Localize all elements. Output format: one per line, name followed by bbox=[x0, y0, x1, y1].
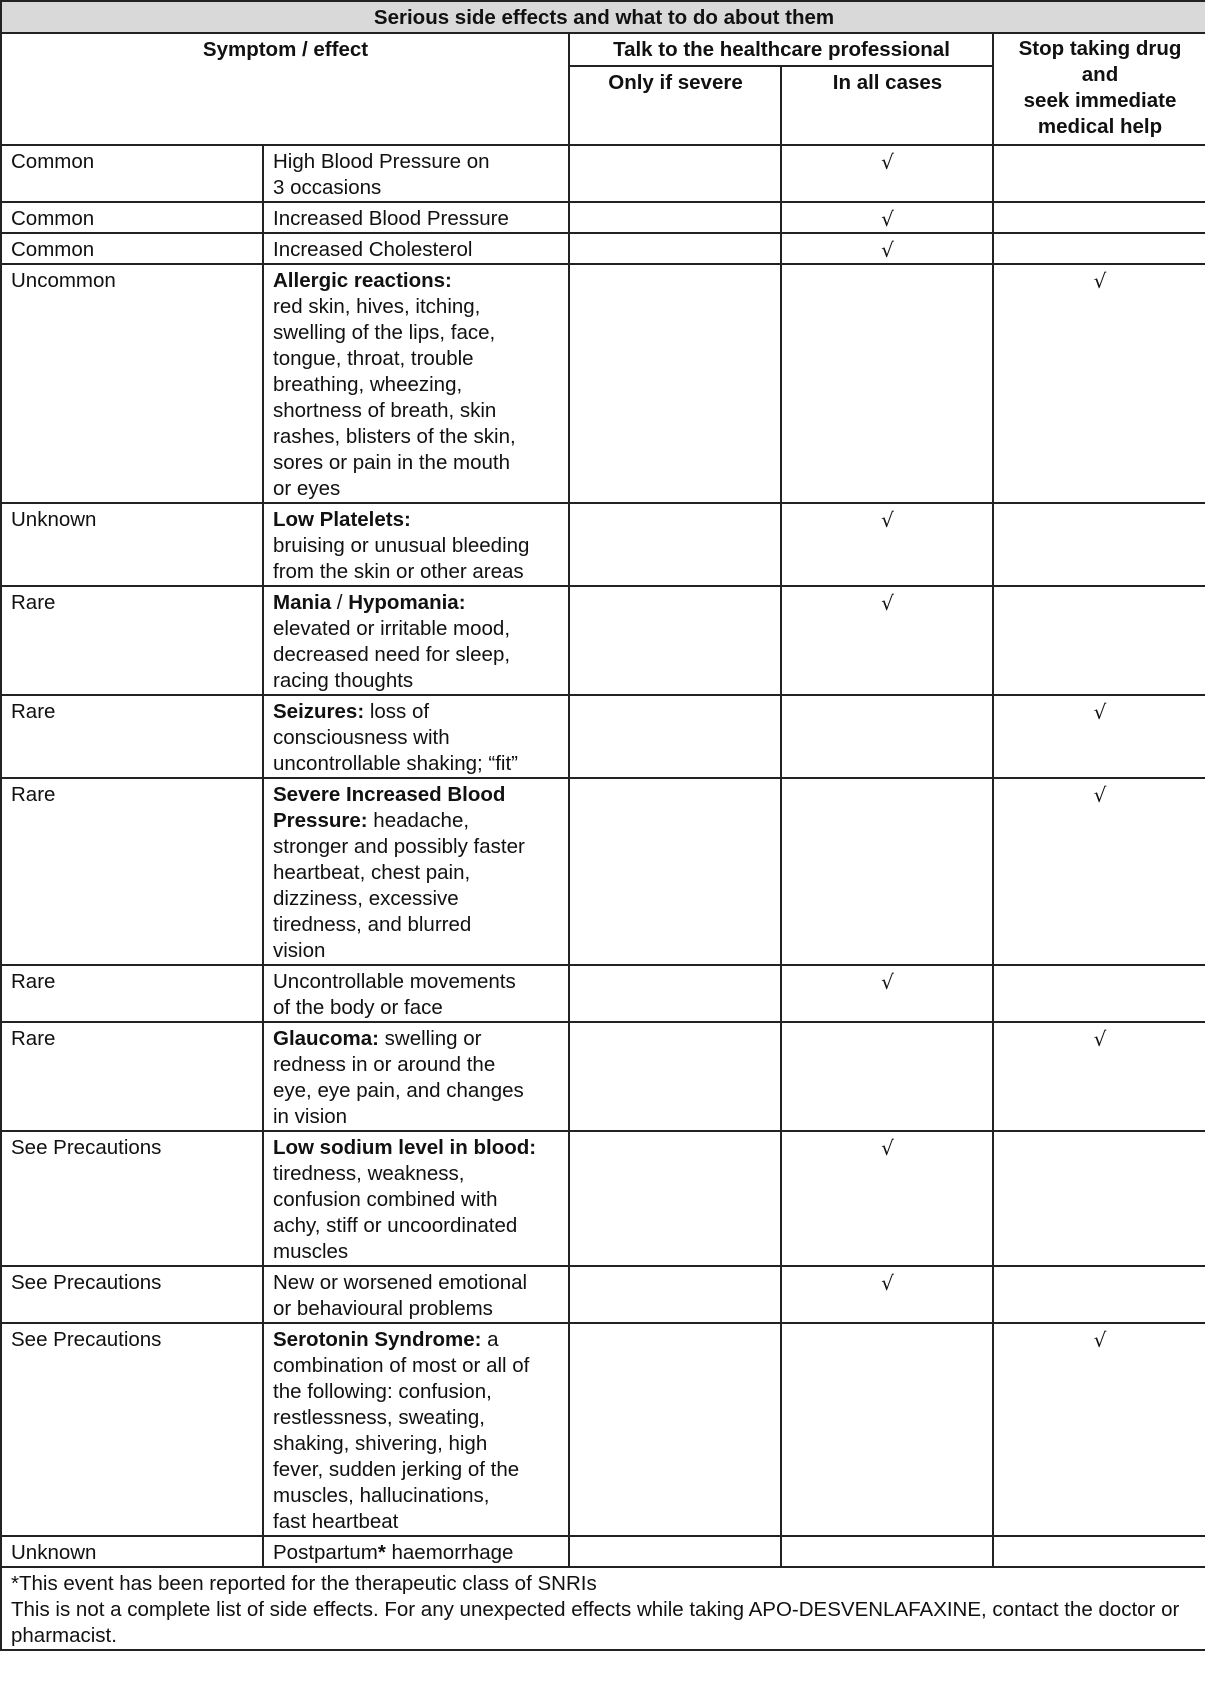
effect-text: or eyes bbox=[273, 477, 341, 500]
table-row bbox=[1, 1131, 1205, 1266]
effect-text: dizziness, excessive bbox=[273, 887, 459, 910]
frequency-cell: Rare bbox=[1, 695, 263, 778]
effect-cell bbox=[263, 1323, 569, 1536]
only-if-severe-cell bbox=[569, 1323, 781, 1536]
effect-title: Severe Increased Blood bbox=[273, 783, 506, 806]
only-if-severe-cell bbox=[569, 1536, 781, 1567]
effect-text: sores or pain in the mouth bbox=[273, 451, 511, 474]
header-in-all-cases: In all cases bbox=[781, 66, 993, 145]
effect-text: a bbox=[481, 1328, 499, 1351]
frequency-cell: Rare bbox=[1, 965, 263, 1022]
effect-text: decreased need for sleep, bbox=[273, 643, 511, 666]
table-row bbox=[1, 1323, 1205, 1536]
table-row bbox=[1, 145, 1205, 202]
check-mark-all-cases: √ bbox=[781, 1131, 993, 1266]
effect-text: bruising or unusual bleeding bbox=[273, 534, 530, 557]
frequency-cell: Unknown bbox=[1, 1536, 263, 1567]
check-mark-all-cases: √ bbox=[781, 586, 993, 695]
check-mark-stop: √ bbox=[993, 264, 1205, 503]
table-row bbox=[1, 695, 1205, 778]
frequency-cell: Common bbox=[1, 145, 263, 202]
frequency-cell: Common bbox=[1, 202, 263, 233]
frequency-cell: Uncommon bbox=[1, 264, 263, 503]
frequency-cell: See Precautions bbox=[1, 1323, 263, 1536]
table-row bbox=[1, 264, 1205, 503]
table-row bbox=[1, 1536, 1205, 1567]
frequency-cell: Unknown bbox=[1, 503, 263, 586]
effect-text: red skin, hives, itching, bbox=[273, 295, 481, 318]
effect-text: fever, sudden jerking of the bbox=[273, 1458, 520, 1481]
stop-cell bbox=[993, 965, 1205, 1022]
effect-title: Low sodium level in blood: bbox=[273, 1136, 537, 1159]
effect-text: Increased Blood Pressure bbox=[273, 207, 509, 230]
stop-cell bbox=[993, 1536, 1205, 1567]
effect-text: loss of bbox=[364, 700, 430, 723]
effect-cell bbox=[263, 264, 569, 503]
effect-cell bbox=[263, 695, 569, 778]
effect-title: Hypomania: bbox=[348, 591, 466, 614]
effect-title: Pressure: bbox=[273, 809, 368, 832]
in-all-cases-cell bbox=[781, 1536, 993, 1567]
effect-cell bbox=[263, 1266, 569, 1323]
footnote-marker: * bbox=[377, 1541, 386, 1564]
effect-cell bbox=[263, 778, 569, 965]
frequency-cell: Rare bbox=[1, 778, 263, 965]
only-if-severe-cell bbox=[569, 586, 781, 695]
table-row bbox=[1, 965, 1205, 1022]
effect-text: racing thoughts bbox=[273, 669, 414, 692]
frequency-cell: Common bbox=[1, 233, 263, 264]
check-mark-all-cases: √ bbox=[781, 503, 993, 586]
effect-text: in vision bbox=[273, 1105, 348, 1128]
effect-text: the following: confusion, bbox=[273, 1380, 492, 1403]
header-only-if-severe: Only if severe bbox=[569, 66, 781, 145]
effect-text: shaking, shivering, high bbox=[273, 1432, 488, 1455]
table-row bbox=[1, 233, 1205, 264]
check-mark-stop: √ bbox=[993, 778, 1205, 965]
stop-cell bbox=[993, 145, 1205, 202]
header-symptom: Symptom / effect bbox=[1, 33, 569, 145]
check-mark-stop: √ bbox=[993, 695, 1205, 778]
footnote-snri: *This event has been reported for the therapeutic class of SNRIs bbox=[11, 1572, 597, 1595]
effect-title: Low Platelets: bbox=[273, 508, 411, 531]
effect-title: Seizures: bbox=[273, 700, 365, 723]
only-if-severe-cell bbox=[569, 695, 781, 778]
check-mark-all-cases: √ bbox=[781, 965, 993, 1022]
stop-cell bbox=[993, 202, 1205, 233]
only-if-severe-cell bbox=[569, 233, 781, 264]
header-stop-line: Stop taking drug bbox=[1018, 37, 1182, 60]
effect-text: Postpartum bbox=[273, 1541, 378, 1564]
effect-text: 3 occasions bbox=[273, 176, 382, 199]
only-if-severe-cell bbox=[569, 264, 781, 503]
only-if-severe-cell bbox=[569, 1131, 781, 1266]
in-all-cases-cell bbox=[781, 1323, 993, 1536]
effect-text: shortness of breath, skin bbox=[273, 399, 497, 422]
effect-cell bbox=[263, 503, 569, 586]
check-mark-stop: √ bbox=[993, 1022, 1205, 1131]
stop-cell bbox=[993, 503, 1205, 586]
effect-cell bbox=[263, 145, 569, 202]
effect-text: achy, stiff or uncoordinated bbox=[273, 1214, 518, 1237]
effect-title: Glaucoma: bbox=[273, 1027, 379, 1050]
header-stop-line: and bbox=[1081, 63, 1119, 86]
footnote-not-complete: This is not a complete list of side effects. For any unexpected effects while taking APO-DESVENLAFAXINE, contact the doctor or pharmacist. bbox=[11, 1598, 1180, 1647]
table-row bbox=[1, 503, 1205, 586]
check-mark-stop: √ bbox=[993, 1323, 1205, 1536]
effect-text: of the body or face bbox=[273, 996, 443, 1019]
effect-cell bbox=[263, 586, 569, 695]
stop-cell bbox=[993, 586, 1205, 695]
effect-text: rashes, blisters of the skin, bbox=[273, 425, 516, 448]
effect-text: vision bbox=[273, 939, 326, 962]
table-row bbox=[1, 202, 1205, 233]
effect-text: uncontrollable shaking; “fit” bbox=[273, 752, 518, 775]
effect-text: Increased Cholesterol bbox=[273, 238, 473, 261]
effect-title: Mania bbox=[273, 591, 332, 614]
table-row bbox=[1, 1266, 1205, 1323]
table-body bbox=[1, 145, 1205, 1567]
effect-text: redness in or around the bbox=[273, 1053, 496, 1076]
only-if-severe-cell bbox=[569, 1266, 781, 1323]
header-stop-line: seek immediate bbox=[1023, 89, 1177, 112]
header-stop-line: medical help bbox=[1037, 115, 1163, 138]
table-title: Serious side effects and what to do about them bbox=[1, 1, 1205, 33]
in-all-cases-cell bbox=[781, 264, 993, 503]
frequency-cell: Rare bbox=[1, 1022, 263, 1131]
effect-text: Uncontrollable movements bbox=[273, 970, 516, 993]
effect-text: High Blood Pressure on bbox=[273, 150, 490, 173]
effect-title: Serotonin Syndrome: bbox=[273, 1328, 482, 1351]
effect-text: confusion combined with bbox=[273, 1188, 498, 1211]
in-all-cases-cell bbox=[781, 695, 993, 778]
in-all-cases-cell bbox=[781, 1022, 993, 1131]
effect-text: haemorrhage bbox=[385, 1541, 514, 1564]
effect-text: stronger and possibly faster bbox=[273, 835, 525, 858]
effect-text: fast heartbeat bbox=[273, 1510, 399, 1533]
in-all-cases-cell bbox=[781, 778, 993, 965]
effect-title: Allergic reactions: bbox=[273, 269, 452, 292]
only-if-severe-cell bbox=[569, 202, 781, 233]
effect-text: tiredness, and blurred bbox=[273, 913, 472, 936]
effect-text: New or worsened emotional bbox=[273, 1271, 528, 1294]
check-mark-all-cases: √ bbox=[781, 1266, 993, 1323]
effect-title-sep: / bbox=[331, 591, 349, 614]
effect-text: muscles bbox=[273, 1240, 349, 1263]
only-if-severe-cell bbox=[569, 503, 781, 586]
effect-cell bbox=[263, 1022, 569, 1131]
effect-text: tongue, throat, trouble bbox=[273, 347, 474, 370]
only-if-severe-cell bbox=[569, 965, 781, 1022]
footnotes bbox=[1, 1567, 1205, 1650]
effect-text: combination of most or all of bbox=[273, 1354, 530, 1377]
effect-text: heartbeat, chest pain, bbox=[273, 861, 471, 884]
effect-text: tiredness, weakness, bbox=[273, 1162, 465, 1185]
header-talk-group: Talk to the healthcare professional bbox=[569, 33, 993, 66]
effect-text: headache, bbox=[367, 809, 470, 832]
effect-text: elevated or irritable mood, bbox=[273, 617, 511, 640]
effect-cell bbox=[263, 233, 569, 264]
frequency-cell: See Precautions bbox=[1, 1266, 263, 1323]
only-if-severe-cell bbox=[569, 1022, 781, 1131]
effect-text: swelling or bbox=[378, 1027, 482, 1050]
effect-cell bbox=[263, 202, 569, 233]
effect-text: eye, eye pain, and changes bbox=[273, 1079, 524, 1102]
effect-cell bbox=[263, 1131, 569, 1266]
table-row bbox=[1, 1022, 1205, 1131]
effect-cell bbox=[263, 965, 569, 1022]
check-mark-all-cases: √ bbox=[781, 202, 993, 233]
effect-text: muscles, hallucinations, bbox=[273, 1484, 490, 1507]
stop-cell bbox=[993, 1266, 1205, 1323]
effect-cell bbox=[263, 1536, 569, 1567]
only-if-severe-cell bbox=[569, 778, 781, 965]
effect-text: or behavioural problems bbox=[273, 1297, 493, 1320]
check-mark-all-cases: √ bbox=[781, 145, 993, 202]
only-if-severe-cell bbox=[569, 145, 781, 202]
effect-text: breathing, wheezing, bbox=[273, 373, 463, 396]
frequency-cell: Rare bbox=[1, 586, 263, 695]
effect-text: consciousness with bbox=[273, 726, 450, 749]
stop-cell bbox=[993, 233, 1205, 264]
table-row bbox=[1, 586, 1205, 695]
header-stop bbox=[993, 33, 1205, 145]
effect-text: swelling of the lips, face, bbox=[273, 321, 496, 344]
stop-cell bbox=[993, 1131, 1205, 1266]
frequency-cell: See Precautions bbox=[1, 1131, 263, 1266]
effect-text: from the skin or other areas bbox=[273, 560, 524, 583]
table-row bbox=[1, 778, 1205, 965]
check-mark-all-cases: √ bbox=[781, 233, 993, 264]
effect-text: restlessness, sweating, bbox=[273, 1406, 485, 1429]
